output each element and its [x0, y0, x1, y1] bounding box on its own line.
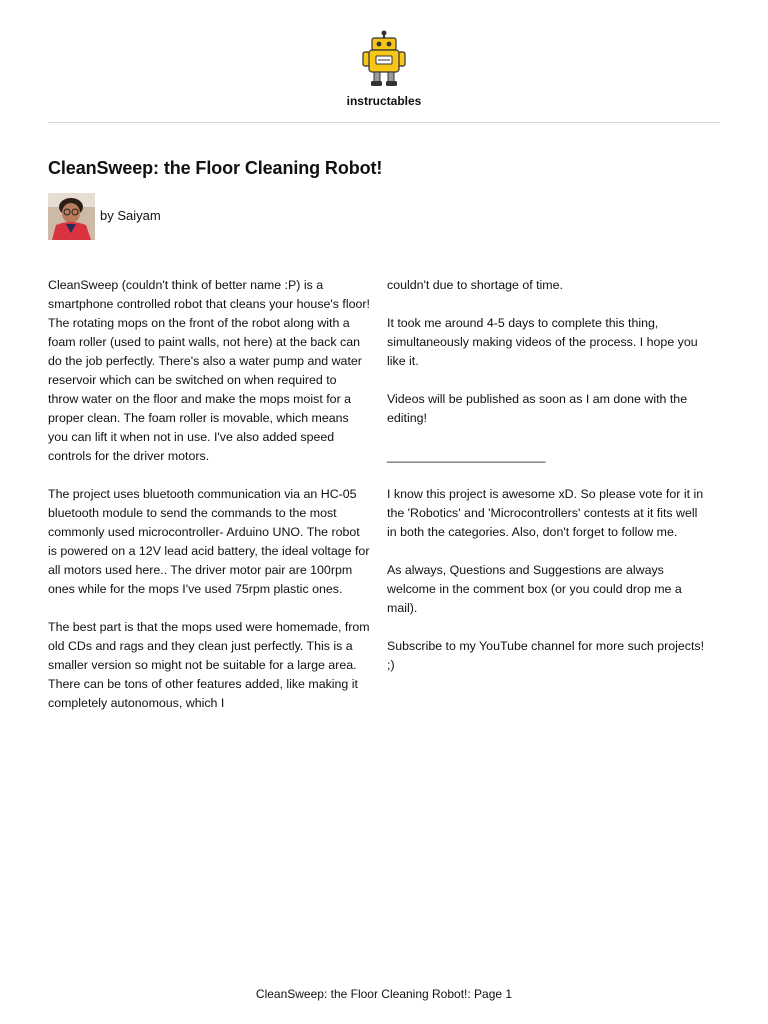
paragraph: Videos will be published as soon as I am done with the editing! — [387, 392, 688, 425]
page-title: CleanSweep: the Floor Cleaning Robot! — [48, 158, 383, 178]
article-body-right-column — [387, 276, 709, 694]
author-byline[interactable]: by Saiyam — [100, 208, 161, 223]
paragraph: The best part is that the mops used were homemade, from old CDs and rags and they clean just perfectly. This is a smaller version so might not be suitable for a large area. There can be tons of other features added, like making it completely autonomous, which I — [48, 620, 370, 710]
instructables-robot-icon[interactable] — [360, 30, 408, 88]
paragraph: It took me around 4-5 days to complete this thing, simultaneously making videos of the process. I hope you like it. — [387, 316, 698, 368]
page-footer: CleanSweep: the Floor Cleaning Robot!: Page 1 — [255, 987, 513, 1001]
paragraph: Subscribe to my YouTube channel for more such projects! ;) — [387, 639, 705, 672]
site-name[interactable]: instructables — [346, 94, 422, 108]
header-divider — [48, 122, 720, 123]
paragraph: CleanSweep (couldn't think of better name :P) is a smartphone controlled robot that cleans your house's floor! The rotating mops on the front of the robot along with a foam roller (used to paint walls, not here) at the back can do the job perfectly. There's also a water pump and water reservoir which can be switched on when required to throw water on the floor and make the mops moist for a proper clean. The foam roller is movable, which means you can lift it when not in use. I've also added speed controls for the driver motors. — [48, 278, 370, 463]
paragraph: couldn't due to shortage of time. — [387, 278, 563, 292]
article-body-left-column — [48, 276, 370, 732]
paragraph: I know this project is awesome xD. So please vote for it in the 'Robotics' and 'Microcontrollers' contests at it fits well in both the categories. Also, don't forget to follow me. — [387, 487, 704, 539]
paragraph: The project uses bluetooth communication via an HC-05 bluetooth module to send the commands to the most commonly used microcontroller- Arduino UNO. The robot is powered on a 12V lead acid battery, the ideal voltage for all motors used here.. The driver motor pair are 100rpm ones while for the mops I've used 75rpm plastic ones. — [48, 487, 370, 596]
author-avatar[interactable] — [48, 193, 95, 240]
separator-line: _______________________ — [387, 449, 546, 463]
paragraph: As always, Questions and Suggestions are always welcome in the comment box (or you could drop me a mail). — [387, 563, 682, 615]
